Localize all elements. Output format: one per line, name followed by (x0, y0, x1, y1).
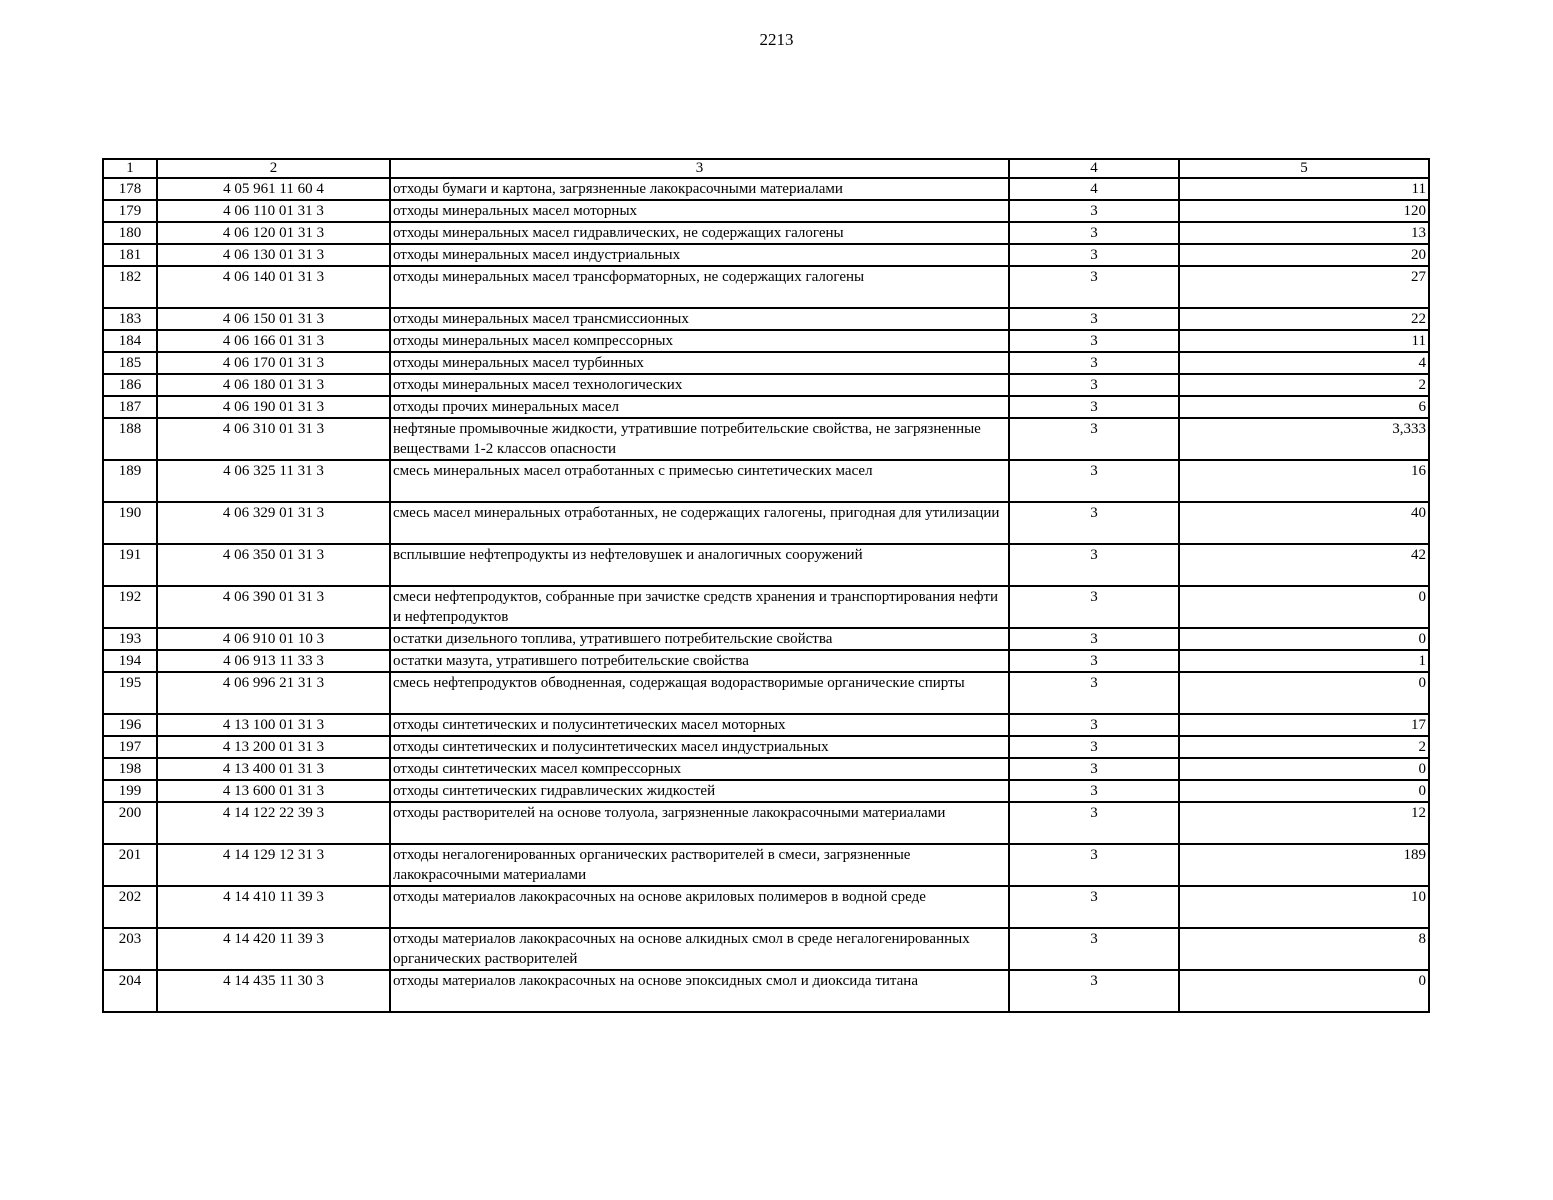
row-number-cell: 189 (103, 460, 157, 502)
amount-cell: 10 (1179, 886, 1429, 928)
table-row (103, 222, 1429, 244)
table-row (103, 502, 1429, 544)
amount-cell: 42 (1179, 544, 1429, 586)
waste-code-cell: 4 14 410 11 39 3 (157, 886, 390, 928)
waste-code-cell: 4 06 140 01 31 3 (157, 266, 390, 308)
row-number-cell: 194 (103, 650, 157, 672)
waste-code-cell: 4 14 129 12 31 3 (157, 844, 390, 886)
waste-code-cell: 4 13 600 01 31 3 (157, 780, 390, 802)
waste-name-cell: смесь минеральных масел отработанных с примесью синтетических масел (390, 460, 1009, 502)
amount-cell: 0 (1179, 586, 1429, 628)
waste-code-cell: 4 14 420 11 39 3 (157, 928, 390, 970)
header-col-3: 3 (390, 159, 1009, 178)
row-number-cell: 184 (103, 330, 157, 352)
hazard-class-cell: 3 (1009, 544, 1179, 586)
row-number-cell: 196 (103, 714, 157, 736)
waste-name-cell: отходы синтетических и полусинтетических масел индустриальных (390, 736, 1009, 758)
row-number-cell: 181 (103, 244, 157, 266)
waste-name-cell: отходы минеральных масел индустриальных (390, 244, 1009, 266)
row-number-cell: 193 (103, 628, 157, 650)
amount-cell: 0 (1179, 780, 1429, 802)
waste-name-cell: отходы прочих минеральных масел (390, 396, 1009, 418)
waste-code-cell: 4 13 200 01 31 3 (157, 736, 390, 758)
waste-code-cell: 4 14 122 22 39 3 (157, 802, 390, 844)
waste-code-cell: 4 06 190 01 31 3 (157, 396, 390, 418)
hazard-class-cell: 3 (1009, 758, 1179, 780)
waste-name-cell: нефтяные промывочные жидкости, утратившие потребительские свойства, не загрязненные веществами 1-2 классов опасности (390, 418, 1009, 460)
header-col-5: 5 (1179, 159, 1429, 178)
waste-code-cell: 4 14 435 11 30 3 (157, 970, 390, 1012)
hazard-class-cell: 3 (1009, 650, 1179, 672)
amount-cell: 189 (1179, 844, 1429, 886)
waste-name-cell: отходы минеральных масел технологических (390, 374, 1009, 396)
waste-code-cell: 4 05 961 11 60 4 (157, 178, 390, 200)
waste-name-cell: отходы материалов лакокрасочных на основе алкидных смол в среде негалогенированных органических растворителей (390, 928, 1009, 970)
waste-code-cell: 4 06 996 21 31 3 (157, 672, 390, 714)
table-row (103, 714, 1429, 736)
header-col-4: 4 (1009, 159, 1179, 178)
amount-cell: 1 (1179, 650, 1429, 672)
row-number-cell: 199 (103, 780, 157, 802)
amount-cell: 12 (1179, 802, 1429, 844)
waste-name-cell: отходы материалов лакокрасочных на основе акриловых полимеров в водной среде (390, 886, 1009, 928)
hazard-class-cell: 3 (1009, 222, 1179, 244)
waste-name-cell: отходы минеральных масел моторных (390, 200, 1009, 222)
row-number-cell: 187 (103, 396, 157, 418)
waste-name-cell: остатки дизельного топлива, утратившего потребительские свойства (390, 628, 1009, 650)
waste-name-cell: отходы минеральных масел трансмиссионных (390, 308, 1009, 330)
header-col-2: 2 (157, 159, 390, 178)
waste-name-cell: отходы минеральных масел трансформаторных, не содержащих галогены (390, 266, 1009, 308)
hazard-class-cell: 3 (1009, 244, 1179, 266)
hazard-class-cell: 3 (1009, 844, 1179, 886)
amount-cell: 4 (1179, 352, 1429, 374)
waste-name-cell: отходы бумаги и картона, загрязненные лакокрасочными материалами (390, 178, 1009, 200)
amount-cell: 2 (1179, 736, 1429, 758)
hazard-class-cell: 3 (1009, 780, 1179, 802)
table-row (103, 650, 1429, 672)
amount-cell: 11 (1179, 178, 1429, 200)
table-row (103, 544, 1429, 586)
waste-code-cell: 4 06 150 01 31 3 (157, 308, 390, 330)
hazard-class-cell: 3 (1009, 886, 1179, 928)
hazard-class-cell: 3 (1009, 802, 1179, 844)
table-row (103, 460, 1429, 502)
table-row (103, 586, 1429, 628)
hazard-class-cell: 3 (1009, 502, 1179, 544)
waste-code-cell: 4 06 110 01 31 3 (157, 200, 390, 222)
row-number-cell: 191 (103, 544, 157, 586)
hazard-class-cell: 3 (1009, 586, 1179, 628)
waste-name-cell: отходы негалогенированных органических растворителей в смеси, загрязненные лакокрасочными материалами (390, 844, 1009, 886)
hazard-class-cell: 3 (1009, 970, 1179, 1012)
waste-code-cell: 4 06 180 01 31 3 (157, 374, 390, 396)
amount-cell: 120 (1179, 200, 1429, 222)
waste-code-cell: 4 06 390 01 31 3 (157, 586, 390, 628)
table-row (103, 628, 1429, 650)
waste-name-cell: смесь масел минеральных отработанных, не содержащих галогены, пригодная для утилизации (390, 502, 1009, 544)
amount-cell: 0 (1179, 628, 1429, 650)
amount-cell: 16 (1179, 460, 1429, 502)
table-row (103, 928, 1429, 970)
row-number-cell: 192 (103, 586, 157, 628)
row-number-cell: 182 (103, 266, 157, 308)
table-row (103, 396, 1429, 418)
waste-name-cell: отходы синтетических и полусинтетических масел моторных (390, 714, 1009, 736)
waste-code-cell: 4 06 130 01 31 3 (157, 244, 390, 266)
row-number-cell: 201 (103, 844, 157, 886)
waste-code-cell: 4 06 350 01 31 3 (157, 544, 390, 586)
amount-cell: 40 (1179, 502, 1429, 544)
amount-cell: 6 (1179, 396, 1429, 418)
hazard-class-cell: 3 (1009, 628, 1179, 650)
waste-name-cell: отходы растворителей на основе толуола, загрязненные лакокрасочными материалами (390, 802, 1009, 844)
waste-name-cell: отходы синтетических масел компрессорных (390, 758, 1009, 780)
row-number-cell: 202 (103, 886, 157, 928)
row-number-cell: 200 (103, 802, 157, 844)
table-row (103, 330, 1429, 352)
amount-cell: 0 (1179, 970, 1429, 1012)
amount-cell: 3,333 (1179, 418, 1429, 460)
amount-cell: 2 (1179, 374, 1429, 396)
hazard-class-cell: 3 (1009, 418, 1179, 460)
amount-cell: 0 (1179, 758, 1429, 780)
table-row (103, 178, 1429, 200)
amount-cell: 20 (1179, 244, 1429, 266)
amount-cell: 27 (1179, 266, 1429, 308)
row-number-cell: 180 (103, 222, 157, 244)
page-number: 2213 (759, 30, 794, 49)
row-number-cell: 198 (103, 758, 157, 780)
table-row (103, 886, 1429, 928)
table-row (103, 844, 1429, 886)
row-number-cell: 197 (103, 736, 157, 758)
amount-cell: 11 (1179, 330, 1429, 352)
waste-code-cell: 4 13 100 01 31 3 (157, 714, 390, 736)
hazard-class-cell: 3 (1009, 396, 1179, 418)
waste-name-cell: всплывшие нефтепродукты из нефтеловушек и аналогичных сооружений (390, 544, 1009, 586)
waste-table (102, 158, 1430, 1013)
table-row (103, 758, 1429, 780)
table-row (103, 266, 1429, 308)
waste-code-cell: 4 06 120 01 31 3 (157, 222, 390, 244)
table-header-row (103, 159, 1429, 178)
table-row (103, 672, 1429, 714)
hazard-class-cell: 3 (1009, 460, 1179, 502)
table-row (103, 780, 1429, 802)
waste-code-cell: 4 06 325 11 31 3 (157, 460, 390, 502)
hazard-class-cell: 3 (1009, 352, 1179, 374)
waste-code-cell: 4 06 913 11 33 3 (157, 650, 390, 672)
table-row (103, 352, 1429, 374)
table-row (103, 200, 1429, 222)
row-number-cell: 190 (103, 502, 157, 544)
waste-name-cell: отходы материалов лакокрасочных на основе эпоксидных смол и диоксида титана (390, 970, 1009, 1012)
waste-code-cell: 4 06 910 01 10 3 (157, 628, 390, 650)
hazard-class-cell: 3 (1009, 714, 1179, 736)
header-col-1: 1 (103, 159, 157, 178)
waste-code-cell: 4 06 310 01 31 3 (157, 418, 390, 460)
table-row (103, 308, 1429, 330)
table-row (103, 374, 1429, 396)
waste-name-cell: остатки мазута, утратившего потребительские свойства (390, 650, 1009, 672)
waste-name-cell: отходы минеральных масел компрессорных (390, 330, 1009, 352)
hazard-class-cell: 3 (1009, 672, 1179, 714)
hazard-class-cell: 3 (1009, 928, 1179, 970)
waste-code-cell: 4 06 166 01 31 3 (157, 330, 390, 352)
hazard-class-cell: 3 (1009, 374, 1179, 396)
waste-name-cell: смесь нефтепродуктов обводненная, содержащая водорастворимые органические спирты (390, 672, 1009, 714)
amount-cell: 13 (1179, 222, 1429, 244)
waste-name-cell: смеси нефтепродуктов, собранные при зачистке средств хранения и транспортирования нефти и нефтепродуктов (390, 586, 1009, 628)
row-number-cell: 204 (103, 970, 157, 1012)
row-number-cell: 183 (103, 308, 157, 330)
row-number-cell: 178 (103, 178, 157, 200)
table-row (103, 970, 1429, 1012)
hazard-class-cell: 3 (1009, 330, 1179, 352)
table-row (103, 418, 1429, 460)
amount-cell: 17 (1179, 714, 1429, 736)
waste-name-cell: отходы минеральных масел гидравлических, не содержащих галогены (390, 222, 1009, 244)
row-number-cell: 188 (103, 418, 157, 460)
waste-name-cell: отходы минеральных масел турбинных (390, 352, 1009, 374)
row-number-cell: 179 (103, 200, 157, 222)
row-number-cell: 203 (103, 928, 157, 970)
waste-code-cell: 4 06 329 01 31 3 (157, 502, 390, 544)
waste-name-cell: отходы синтетических гидравлических жидкостей (390, 780, 1009, 802)
hazard-class-cell: 3 (1009, 736, 1179, 758)
waste-code-cell: 4 13 400 01 31 3 (157, 758, 390, 780)
amount-cell: 0 (1179, 672, 1429, 714)
waste-code-cell: 4 06 170 01 31 3 (157, 352, 390, 374)
row-number-cell: 195 (103, 672, 157, 714)
hazard-class-cell: 3 (1009, 200, 1179, 222)
hazard-class-cell: 4 (1009, 178, 1179, 200)
amount-cell: 8 (1179, 928, 1429, 970)
row-number-cell: 185 (103, 352, 157, 374)
row-number-cell: 186 (103, 374, 157, 396)
table-row (103, 736, 1429, 758)
amount-cell: 22 (1179, 308, 1429, 330)
hazard-class-cell: 3 (1009, 308, 1179, 330)
table-row (103, 802, 1429, 844)
hazard-class-cell: 3 (1009, 266, 1179, 308)
table-row (103, 244, 1429, 266)
